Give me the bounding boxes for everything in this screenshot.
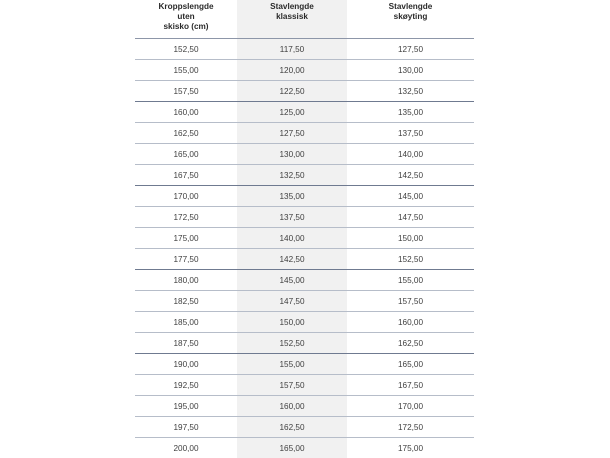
cell-pole-skate: 135,00 (347, 102, 474, 123)
cell-pole-classic: 117,50 (237, 39, 347, 60)
cell-pole-skate: 172,50 (347, 417, 474, 438)
cell-body-height: 180,00 (135, 270, 237, 291)
cell-body-height: 200,00 (135, 438, 237, 458)
header-text: skøyting (347, 12, 474, 22)
table-row (135, 417, 474, 438)
cell-pole-skate: 152,50 (347, 249, 474, 270)
table-row (135, 333, 474, 354)
cell-pole-skate: 142,50 (347, 165, 474, 186)
cell-body-height: 195,00 (135, 396, 237, 417)
cell-body-height: 172,50 (135, 207, 237, 228)
cell-pole-classic: 162,50 (237, 417, 347, 438)
table-row (135, 123, 474, 144)
cell-pole-classic: 120,00 (237, 60, 347, 81)
table-row (135, 438, 474, 458)
cell-body-height: 187,50 (135, 333, 237, 354)
cell-pole-classic: 130,00 (237, 144, 347, 165)
cell-pole-skate: 157,50 (347, 291, 474, 312)
cell-body-height: 162,50 (135, 123, 237, 144)
cell-pole-classic: 122,50 (237, 81, 347, 102)
cell-pole-classic: 147,50 (237, 291, 347, 312)
cell-body-height: 197,50 (135, 417, 237, 438)
size-chart (135, 0, 474, 458)
table-row (135, 186, 474, 207)
size-table (135, 0, 474, 458)
cell-pole-skate: 130,00 (347, 60, 474, 81)
table-row (135, 102, 474, 123)
table-row (135, 207, 474, 228)
cell-pole-skate: 165,00 (347, 354, 474, 375)
cell-pole-skate: 160,00 (347, 312, 474, 333)
cell-body-height: 170,00 (135, 186, 237, 207)
header-text: klassisk (237, 12, 347, 22)
table-row (135, 165, 474, 186)
cell-body-height: 175,00 (135, 228, 237, 249)
cell-body-height: 190,00 (135, 354, 237, 375)
cell-pole-classic: 142,50 (237, 249, 347, 270)
header-body-height (135, 0, 237, 39)
cell-pole-classic: 127,50 (237, 123, 347, 144)
cell-pole-skate: 162,50 (347, 333, 474, 354)
cell-pole-skate: 167,50 (347, 375, 474, 396)
table-row (135, 39, 474, 60)
cell-body-height: 177,50 (135, 249, 237, 270)
cell-pole-classic: 150,00 (237, 312, 347, 333)
header-text: Stavlengde (237, 2, 347, 12)
table-row (135, 249, 474, 270)
header-text: Stavlengde (347, 2, 474, 12)
cell-pole-classic: 135,00 (237, 186, 347, 207)
cell-pole-skate: 137,50 (347, 123, 474, 144)
table-row (135, 60, 474, 81)
cell-pole-skate: 155,00 (347, 270, 474, 291)
header-pole-skate (347, 0, 474, 39)
cell-body-height: 155,00 (135, 60, 237, 81)
table-header (135, 0, 474, 39)
cell-pole-skate: 145,00 (347, 186, 474, 207)
cell-pole-classic: 152,50 (237, 333, 347, 354)
cell-pole-skate: 140,00 (347, 144, 474, 165)
header-text: uten (135, 12, 237, 22)
table-row (135, 396, 474, 417)
cell-body-height: 160,00 (135, 102, 237, 123)
cell-pole-classic: 157,50 (237, 375, 347, 396)
cell-pole-skate: 150,00 (347, 228, 474, 249)
cell-pole-classic: 140,00 (237, 228, 347, 249)
cell-pole-skate: 127,50 (347, 39, 474, 60)
table-row (135, 354, 474, 375)
cell-pole-skate: 147,50 (347, 207, 474, 228)
cell-pole-skate: 175,00 (347, 438, 474, 458)
cell-body-height: 165,00 (135, 144, 237, 165)
cell-body-height: 152,50 (135, 39, 237, 60)
cell-body-height: 182,50 (135, 291, 237, 312)
header-text: skisko (cm) (135, 22, 237, 32)
table-row (135, 81, 474, 102)
table-body (135, 39, 474, 458)
cell-pole-classic: 125,00 (237, 102, 347, 123)
table-row (135, 291, 474, 312)
cell-body-height: 192,50 (135, 375, 237, 396)
cell-pole-classic: 132,50 (237, 165, 347, 186)
cell-pole-skate: 170,00 (347, 396, 474, 417)
table-row (135, 228, 474, 249)
table-row (135, 375, 474, 396)
header-row (135, 0, 474, 39)
cell-pole-classic: 160,00 (237, 396, 347, 417)
header-text: Kroppslengde (135, 2, 237, 12)
cell-pole-classic: 155,00 (237, 354, 347, 375)
cell-pole-skate: 132,50 (347, 81, 474, 102)
cell-pole-classic: 145,00 (237, 270, 347, 291)
table-row (135, 270, 474, 291)
table-row (135, 144, 474, 165)
cell-body-height: 167,50 (135, 165, 237, 186)
table-row (135, 312, 474, 333)
cell-body-height: 185,00 (135, 312, 237, 333)
cell-pole-classic: 165,00 (237, 438, 347, 458)
cell-body-height: 157,50 (135, 81, 237, 102)
header-pole-classic (237, 0, 347, 39)
cell-pole-classic: 137,50 (237, 207, 347, 228)
